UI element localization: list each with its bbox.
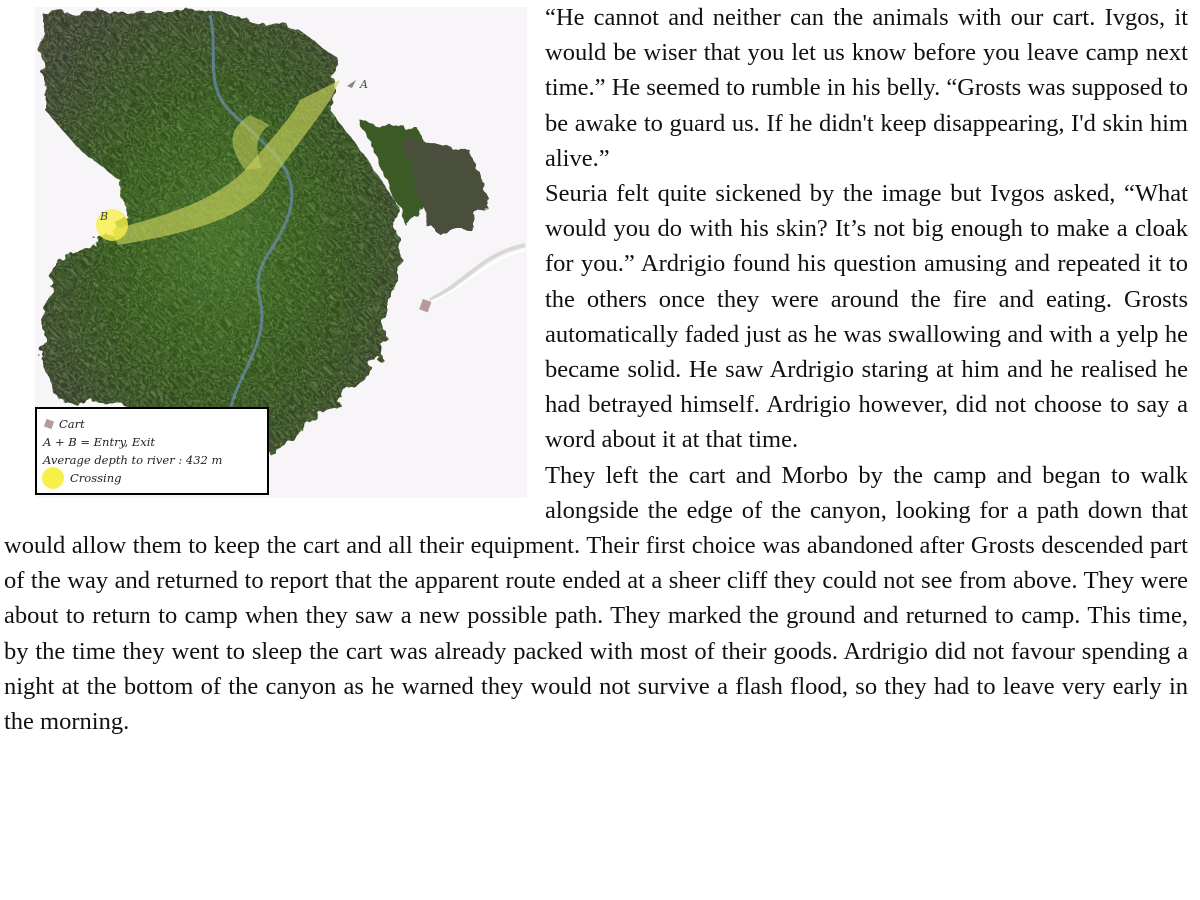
- legend-entry-exit-row: [43, 433, 261, 451]
- legend-crossing-label: Crossing: [70, 471, 122, 485]
- legend-cart-label: Cart: [59, 417, 85, 431]
- crossing-swatch-icon: [42, 467, 64, 489]
- label-b: B: [100, 210, 109, 223]
- paragraph: They left the cart and Morbo by the camp and began to walk alongside the edge of the canyon, looking for a path down that would allow them to keep the cart and all their equipment. Their first choice was abandoned after Grosts descended part of the way and returned to report that the apparent route ended at a sheer cliff they could not see from above. They were about to return to camp when they saw a new possible path. They marked the ground and returned to camp. This time, by the time they went to sleep the cart was already packed with most of their goods. Ardrigio did not favour spending a night at the bottom of the canyon as he warned they would not survive a flash flood, so they had to leave very early in the morning.: [4, 461, 1188, 736]
- paragraph: “He cannot and neither can the animals with our cart. Ivgos, it would be wiser that you let us know before you leave camp next time.” He seemed to rumble in his belly. “Grosts was supposed to be awake to guard us. If he didn't keep disappearing, I'd skin him alive.”: [545, 4, 1188, 172]
- legend-depth-row: [43, 451, 261, 469]
- paragraph: Seuria felt quite sickened by the image but Ivgos asked, “What would you do with his skin? It’s not big enough to make a cloak for you.” Ardrigio found his question amusing and repeated it to the others once they were around the fire and eating. Grosts automatically faded just as he was swallowing and with a yelp he became solid. He saw Ardrigio staring at him and he realised he had betrayed himself. Ardrigio however, did not choose to say a word about it at that time.: [545, 180, 1188, 454]
- cart-swatch-icon: [44, 419, 54, 429]
- map-legend: [35, 407, 269, 495]
- legend-crossing-row: [43, 469, 261, 487]
- canyon-map-figure: [0, 0, 527, 498]
- legend-entry-exit-label: A + B = Entry, Exit: [43, 435, 156, 449]
- legend-cart-row: [43, 415, 261, 433]
- label-a: A: [360, 78, 368, 91]
- legend-depth-label: Average depth to river : 432 m: [43, 453, 223, 467]
